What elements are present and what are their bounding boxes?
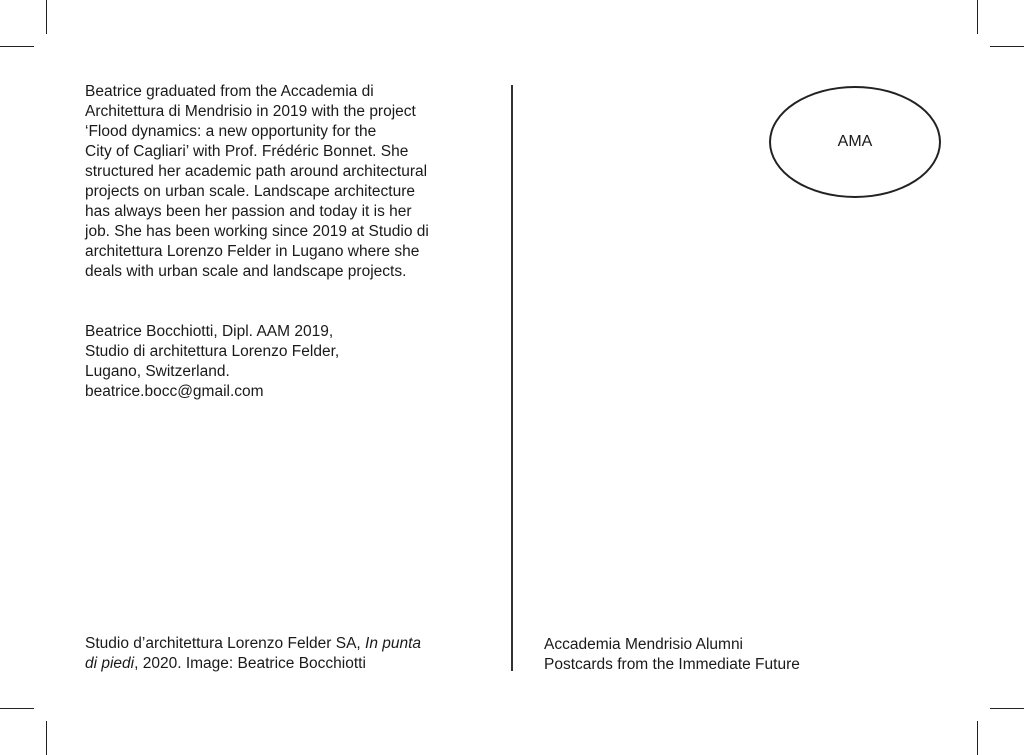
contact-studio: Studio di architettura Lorenzo Felder,: [85, 343, 340, 360]
crop-mark-bottom-left-vertical: [46, 721, 47, 755]
contact-block: [85, 322, 485, 402]
crop-mark-top-right-horizontal: [990, 46, 1024, 47]
bio-paragraph: Beatrice graduated from the Accademia di Architettura di Mendrisio in 2019 with the project ‘Flood dynamics: a new opportunity for the City of Cagliari’ with Prof. Frédéric Bonnet. She structured her academic path around architectural projects on urban scale. Landscape architecture has always been her passion and today it is her job. She has been working since 2019 at Studio di architettura Lorenzo Felder in Lugano where she deals with urban scale and landscape projects.: [85, 83, 429, 280]
image-caption: [85, 634, 485, 674]
crop-mark-bottom-right-horizontal: [990, 708, 1024, 709]
crop-mark-bottom-right-vertical: [977, 721, 978, 755]
contact-location: Lugano, Switzerland.: [85, 363, 230, 380]
footer-line-1: Accademia Mendrisio Alumni: [544, 636, 744, 653]
caption-suffix: , 2020. Image: Beatrice Bocchiotti: [134, 655, 366, 672]
stamp-label: AMA: [837, 133, 873, 150]
caption-title-part2: di piedi: [85, 655, 135, 672]
contact-name: Beatrice Bocchiotti, Dipl. AAM 2019,: [85, 323, 334, 340]
crop-mark-top-left-vertical: [46, 0, 47, 34]
crop-mark-top-left-horizontal: [0, 46, 34, 47]
caption-title-part1: In punta: [365, 635, 422, 652]
postcard-divider: [511, 85, 513, 671]
crop-mark-top-right-vertical: [977, 0, 978, 34]
stamp-oval: [769, 86, 941, 198]
contact-email[interactable]: beatrice.bocc@gmail.com: [85, 383, 264, 400]
postcard-footer: [544, 635, 800, 675]
caption-prefix: Studio d’architettura Lorenzo Felder SA,: [85, 635, 366, 652]
crop-mark-bottom-left-horizontal: [0, 708, 34, 709]
footer-line-2: Postcards from the Immediate Future: [544, 656, 800, 673]
